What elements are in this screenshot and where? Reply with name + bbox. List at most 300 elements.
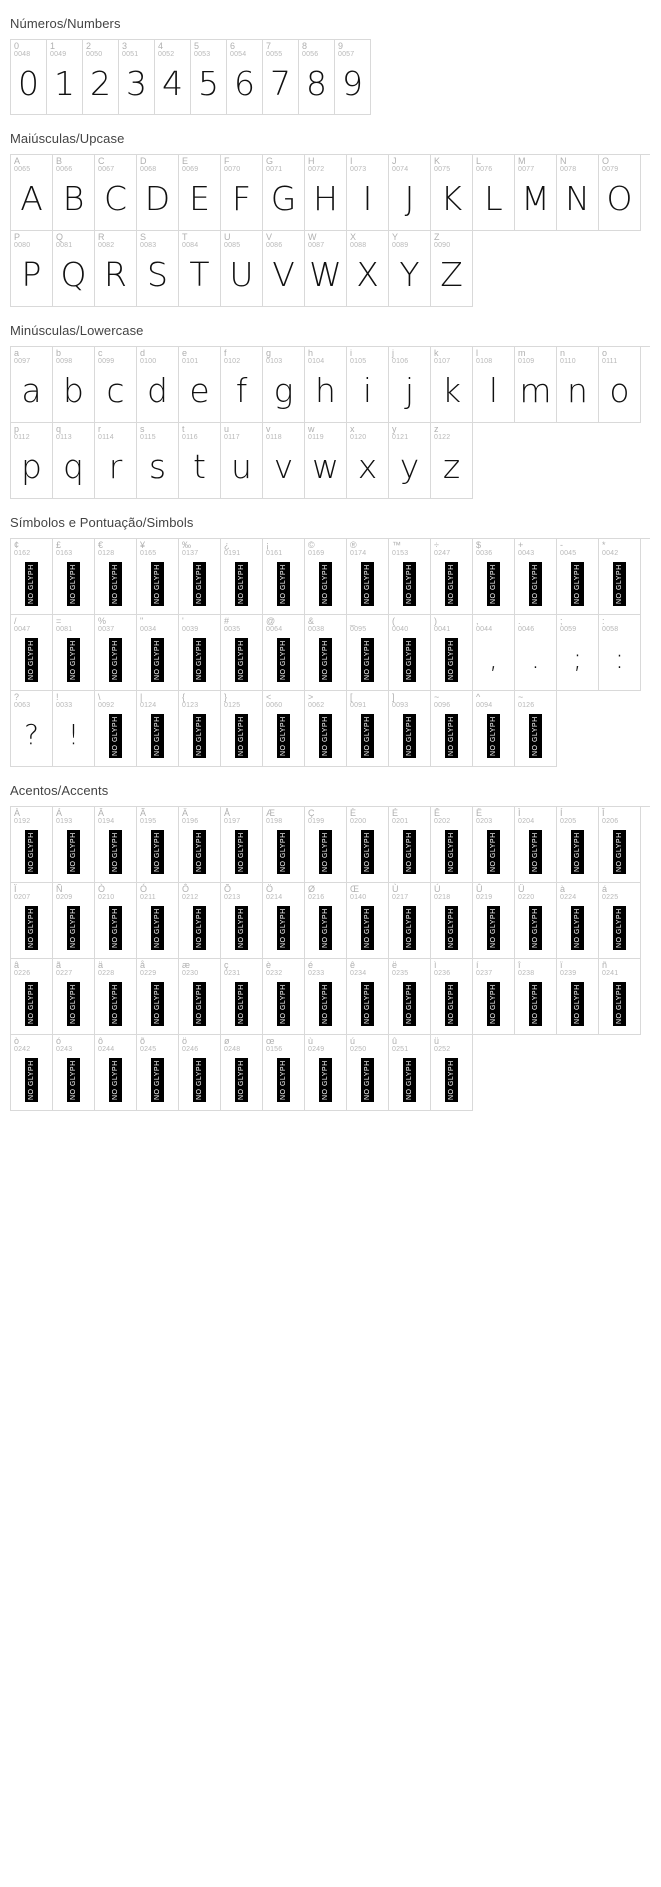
glyph-cell[interactable] — [95, 423, 137, 499]
glyph-cell[interactable] — [221, 1035, 263, 1111]
glyph-cell[interactable] — [11, 959, 53, 1035]
glyph-cell[interactable] — [95, 231, 137, 307]
glyph-cell[interactable] — [557, 539, 599, 615]
glyph-cell[interactable] — [431, 807, 473, 883]
glyph-meta — [515, 539, 556, 558]
glyph-cell[interactable] — [389, 807, 431, 883]
glyph-cell[interactable] — [53, 691, 95, 767]
glyph-char-label: å — [140, 960, 146, 970]
glyph-cell[interactable] — [515, 615, 557, 691]
glyph-cell[interactable] — [389, 883, 431, 959]
glyph-cell[interactable] — [305, 691, 347, 767]
glyph-cell[interactable] — [557, 959, 599, 1035]
glyph-code-label: 0053 — [194, 51, 211, 59]
glyph-char-label: ~ — [434, 692, 440, 702]
glyph-code-label: 0174 — [350, 550, 367, 558]
glyph-code-label: 0035 — [224, 626, 241, 634]
glyph-cell[interactable] — [389, 1035, 431, 1111]
no-glyph-badge — [95, 1054, 136, 1110]
glyph-preview: i — [362, 371, 373, 411]
glyph-cell[interactable] — [263, 155, 305, 231]
glyph-code-label: 0191 — [224, 550, 241, 558]
glyph-cell[interactable] — [347, 1035, 389, 1111]
glyph-cell[interactable] — [347, 691, 389, 767]
glyph-cell[interactable] — [179, 155, 221, 231]
glyph-cell[interactable] — [11, 1035, 53, 1111]
glyph-cell[interactable] — [53, 423, 95, 499]
glyph-cell[interactable] — [431, 539, 473, 615]
glyph-code-label: 0119 — [308, 434, 324, 442]
no-glyph-badge — [431, 634, 472, 690]
no-glyph-label: NO GLYPH — [277, 562, 290, 606]
glyph-cell[interactable] — [179, 539, 221, 615]
glyph-meta — [389, 959, 430, 978]
glyph-cell[interactable] — [389, 347, 431, 423]
glyph-char-label: ò — [14, 1036, 20, 1046]
glyph-char-label: : — [602, 616, 605, 626]
glyph-char-label: 0 — [14, 41, 20, 51]
glyph-cell[interactable] — [305, 1035, 347, 1111]
section-lowercase — [0, 307, 661, 499]
glyph-char-label: A — [14, 156, 21, 166]
no-glyph-badge — [305, 710, 346, 766]
glyph-code-label: 0165 — [140, 550, 157, 558]
glyph-cell[interactable] — [263, 423, 305, 499]
glyph-cell[interactable] — [221, 347, 263, 423]
glyph-cell[interactable] — [389, 539, 431, 615]
glyph-cell[interactable] — [431, 231, 473, 307]
no-glyph-badge — [389, 826, 430, 882]
glyph-cell[interactable] — [11, 231, 53, 307]
no-glyph-label: NO GLYPH — [445, 982, 458, 1026]
glyph-code-label: 0046 — [518, 626, 535, 634]
no-glyph-badge — [53, 978, 94, 1034]
glyph-cell[interactable] — [11, 691, 53, 767]
glyph-code-label: 0054 — [230, 51, 247, 59]
glyph-cell[interactable] — [53, 1035, 95, 1111]
glyph-meta — [53, 155, 94, 174]
glyph-code-label: 0125 — [224, 702, 241, 710]
glyph-code-label: 0201 — [392, 818, 409, 826]
glyph-cell[interactable] — [305, 807, 347, 883]
glyph-cell[interactable] — [599, 155, 641, 231]
glyph-cell[interactable] — [347, 347, 389, 423]
glyph-cell[interactable] — [83, 40, 119, 115]
no-glyph-label: NO GLYPH — [235, 830, 248, 874]
glyph-cell[interactable] — [431, 691, 473, 767]
glyph-code-label: 0103 — [266, 358, 283, 366]
glyph-cell[interactable] — [53, 347, 95, 423]
glyph-meta — [389, 155, 430, 174]
glyph-cell[interactable] — [473, 807, 515, 883]
glyph-cell[interactable] — [179, 959, 221, 1035]
glyph-char-label: Å — [224, 808, 231, 818]
glyph-char-label: ã — [56, 960, 62, 970]
glyph-cell[interactable] — [137, 423, 179, 499]
glyph-meta — [299, 40, 334, 59]
no-glyph-label: NO GLYPH — [487, 714, 500, 758]
glyph-char-label: l — [476, 348, 478, 358]
glyph-char-label: é — [308, 960, 314, 970]
glyph-char-label: @ — [266, 616, 276, 626]
glyph-cell[interactable] — [137, 539, 179, 615]
glyph-meta — [473, 155, 514, 174]
no-glyph-label: NO GLYPH — [193, 830, 206, 874]
glyph-cell[interactable] — [179, 883, 221, 959]
glyph-cell[interactable] — [557, 883, 599, 959]
glyph-char-label: , — [476, 616, 479, 626]
glyph-char-label: N — [560, 156, 567, 166]
glyph-cell[interactable] — [53, 883, 95, 959]
glyph-code-label: 0118 — [266, 434, 282, 442]
glyph-cell[interactable] — [137, 615, 179, 691]
glyph-preview: G — [270, 179, 297, 219]
glyph-cell[interactable] — [305, 539, 347, 615]
glyph-meta — [137, 959, 178, 978]
glyph-char-label: Æ — [266, 808, 275, 818]
glyph-code-label: 0116 — [182, 434, 198, 442]
glyph-cell[interactable] — [221, 539, 263, 615]
glyph-cell[interactable] — [557, 347, 599, 423]
glyph-char-label: t — [182, 424, 185, 434]
glyph-cell[interactable] — [53, 231, 95, 307]
glyph-cell[interactable] — [515, 347, 557, 423]
glyph-cell[interactable] — [599, 883, 641, 959]
no-glyph-label: NO GLYPH — [151, 830, 164, 874]
glyph-cell[interactable] — [389, 615, 431, 691]
glyph-cell[interactable] — [473, 347, 515, 423]
glyph-cell[interactable] — [431, 423, 473, 499]
glyph-cell[interactable] — [179, 807, 221, 883]
glyph-cell[interactable] — [179, 691, 221, 767]
glyph-cell[interactable] — [263, 691, 305, 767]
no-glyph-label: NO GLYPH — [235, 562, 248, 606]
glyph-meta — [599, 959, 640, 978]
glyph-cell[interactable] — [431, 347, 473, 423]
glyph-cell[interactable] — [179, 347, 221, 423]
glyph-char-label: { — [182, 692, 186, 702]
glyph-cell[interactable] — [389, 231, 431, 307]
glyph-cell[interactable] — [473, 155, 515, 231]
glyph-cell[interactable] — [347, 155, 389, 231]
no-glyph-badge — [431, 710, 472, 766]
glyph-cell[interactable] — [263, 347, 305, 423]
glyph-char-label: E — [182, 156, 189, 166]
glyph-cell[interactable] — [11, 539, 53, 615]
glyph-cell[interactable] — [515, 539, 557, 615]
glyph-meta — [389, 615, 430, 634]
glyph-cell[interactable] — [347, 807, 389, 883]
glyph-cell[interactable] — [305, 615, 347, 691]
glyph-cell[interactable] — [347, 883, 389, 959]
glyph-preview: ? — [24, 718, 39, 752]
glyph-cell[interactable] — [263, 615, 305, 691]
glyph-cell[interactable] — [305, 959, 347, 1035]
glyph-cell[interactable] — [305, 155, 347, 231]
glyph-cell[interactable] — [221, 423, 263, 499]
glyph-char-label: o — [602, 348, 608, 358]
glyph-cell[interactable] — [95, 807, 137, 883]
section-upcase — [0, 115, 661, 307]
glyph-preview: o — [609, 371, 630, 411]
glyph-cell[interactable] — [263, 539, 305, 615]
glyph-code-label: 0040 — [392, 626, 409, 634]
glyph-char-label: ' — [182, 616, 184, 626]
glyph-cell[interactable] — [305, 423, 347, 499]
glyph-code-label: 0086 — [266, 242, 283, 250]
glyph-meta — [305, 691, 346, 710]
glyph-cell[interactable] — [179, 1035, 221, 1111]
glyph-char-label: ó — [56, 1036, 62, 1046]
glyph-cell[interactable] — [347, 423, 389, 499]
glyph-cell[interactable] — [515, 691, 557, 767]
glyph-cell[interactable] — [347, 615, 389, 691]
glyph-code-label: 0137 — [182, 550, 199, 558]
no-glyph-badge — [347, 1054, 388, 1110]
glyph-cell[interactable] — [95, 155, 137, 231]
glyph-cell[interactable] — [557, 155, 599, 231]
glyph-char-label: _ — [350, 616, 356, 626]
glyph-cell[interactable] — [53, 959, 95, 1035]
glyph-cell[interactable] — [389, 959, 431, 1035]
glyph-cell[interactable] — [227, 40, 263, 115]
glyph-code-label: 0107 — [434, 358, 451, 366]
glyph-cell[interactable] — [137, 691, 179, 767]
glyph-meta — [515, 807, 556, 826]
glyph-code-label: 0120 — [350, 434, 367, 442]
glyph-cell[interactable] — [53, 155, 95, 231]
no-glyph-label: NO GLYPH — [529, 562, 542, 606]
no-glyph-label: NO GLYPH — [571, 830, 584, 874]
glyph-cell[interactable] — [11, 615, 53, 691]
glyph-meta — [221, 539, 262, 558]
glyph-cell[interactable] — [599, 347, 641, 423]
glyph-char-label: e — [182, 348, 188, 358]
glyph-code-label: 0034 — [140, 626, 157, 634]
no-glyph-label: NO GLYPH — [487, 830, 500, 874]
glyph-cell[interactable] — [263, 807, 305, 883]
glyph-cell[interactable] — [515, 155, 557, 231]
glyph-cell[interactable] — [515, 959, 557, 1035]
glyph-preview: S — [147, 255, 168, 295]
glyph-code-label: 0124 — [140, 702, 157, 710]
no-glyph-badge — [11, 902, 52, 958]
glyph-code-label: 0196 — [182, 818, 199, 826]
glyph-cell[interactable] — [431, 959, 473, 1035]
glyph-code-label: 0126 — [518, 702, 535, 710]
glyph-char-label: # — [224, 616, 230, 626]
glyph-code-label: 0096 — [434, 702, 451, 710]
glyph-cell[interactable] — [137, 1035, 179, 1111]
glyph-cell[interactable] — [305, 231, 347, 307]
glyph-char-label: É — [392, 808, 399, 818]
glyph-preview: u — [231, 447, 252, 487]
glyph-cell[interactable] — [179, 423, 221, 499]
glyph-cell[interactable] — [557, 807, 599, 883]
glyph-char-label: ; — [560, 616, 563, 626]
no-glyph-badge — [11, 1054, 52, 1110]
glyph-cell[interactable] — [263, 883, 305, 959]
glyph-cell[interactable] — [221, 155, 263, 231]
glyph-cell[interactable] — [305, 883, 347, 959]
glyph-meta — [179, 959, 220, 978]
no-glyph-label: NO GLYPH — [361, 638, 374, 682]
glyph-cell[interactable] — [53, 539, 95, 615]
glyph-char-label: . — [518, 616, 521, 626]
glyph-cell[interactable] — [299, 40, 335, 115]
glyph-code-label: 0239 — [560, 970, 577, 978]
glyph-cell[interactable] — [347, 539, 389, 615]
glyph-char-label: B — [56, 156, 63, 166]
glyph-cell[interactable] — [473, 539, 515, 615]
glyph-cell[interactable] — [221, 883, 263, 959]
glyph-cell[interactable] — [179, 231, 221, 307]
glyph-cell[interactable] — [137, 155, 179, 231]
glyph-char-label: Ñ — [56, 884, 63, 894]
glyph-char-label: À — [14, 808, 21, 818]
glyph-cell[interactable] — [221, 807, 263, 883]
glyph-char-label: ¢ — [14, 540, 20, 550]
glyph-grid — [10, 154, 650, 307]
glyph-cell[interactable] — [221, 691, 263, 767]
glyph-cell[interactable] — [137, 959, 179, 1035]
glyph-char-label: ì — [434, 960, 437, 970]
glyph-meta — [263, 231, 304, 250]
glyph-cell[interactable] — [335, 40, 371, 115]
glyph-cell[interactable] — [95, 883, 137, 959]
glyph-cell[interactable] — [11, 155, 53, 231]
glyph-cell[interactable] — [11, 883, 53, 959]
glyph-cell[interactable] — [599, 539, 641, 615]
glyph-cell[interactable] — [599, 959, 641, 1035]
glyph-code-label: 0064 — [266, 626, 283, 634]
glyph-cell[interactable] — [389, 155, 431, 231]
glyph-cell[interactable] — [155, 40, 191, 115]
glyph-cell[interactable] — [11, 807, 53, 883]
glyph-code-label: 0112 — [14, 434, 30, 442]
glyph-code-label: 0058 — [602, 626, 619, 634]
glyph-code-label: 0088 — [350, 242, 367, 250]
glyph-cell[interactable] — [11, 423, 53, 499]
no-glyph-label: NO GLYPH — [445, 1058, 458, 1102]
glyph-meta — [347, 1035, 388, 1054]
glyph-cell[interactable] — [95, 691, 137, 767]
glyph-cell[interactable] — [47, 40, 83, 115]
glyph-cell[interactable] — [53, 615, 95, 691]
glyph-meta — [515, 347, 556, 366]
glyph-cell[interactable] — [431, 883, 473, 959]
glyph-cell[interactable] — [263, 959, 305, 1035]
no-glyph-label: NO GLYPH — [67, 638, 80, 682]
glyph-cell[interactable] — [119, 40, 155, 115]
glyph-meta — [473, 539, 514, 558]
glyph-cell[interactable] — [221, 231, 263, 307]
glyph-cell[interactable] — [95, 347, 137, 423]
no-glyph-badge — [221, 902, 262, 958]
glyph-char-label: æ — [182, 960, 191, 970]
glyph-cell[interactable] — [11, 347, 53, 423]
glyph-cell[interactable] — [137, 883, 179, 959]
glyph-cell[interactable] — [389, 691, 431, 767]
glyph-code-label: 0115 — [140, 434, 156, 442]
glyph-cell[interactable] — [263, 231, 305, 307]
glyph-code-label: 0049 — [50, 51, 67, 59]
glyph-code-label: 0077 — [518, 166, 535, 174]
glyph-cell[interactable] — [137, 231, 179, 307]
glyph-cell[interactable] — [599, 807, 641, 883]
glyph-cell[interactable] — [95, 615, 137, 691]
no-glyph-label: NO GLYPH — [613, 562, 626, 606]
glyph-preview: b — [63, 371, 84, 411]
no-glyph-label: NO GLYPH — [361, 562, 374, 606]
glyph-cell[interactable] — [11, 40, 47, 115]
glyph-preview: a — [21, 371, 42, 411]
no-glyph-badge — [557, 826, 598, 882]
glyph-code-label: 0113 — [56, 434, 72, 442]
glyph-char-label: & — [308, 616, 315, 626]
glyph-char-label: ® — [350, 540, 357, 550]
no-glyph-badge — [179, 710, 220, 766]
glyph-cell[interactable] — [347, 231, 389, 307]
glyph-cell[interactable] — [53, 807, 95, 883]
glyph-cell[interactable] — [599, 615, 641, 691]
glyph-code-label: 0225 — [602, 894, 619, 902]
glyph-cell[interactable] — [389, 423, 431, 499]
glyph-cell[interactable] — [95, 959, 137, 1035]
glyph-code-label: 0060 — [266, 702, 283, 710]
glyph-cell[interactable] — [473, 959, 515, 1035]
glyph-code-label: 0122 — [434, 434, 451, 442]
glyph-cell[interactable] — [95, 539, 137, 615]
glyph-cell[interactable] — [95, 1035, 137, 1111]
glyph-cell[interactable] — [263, 40, 299, 115]
glyph-cell[interactable] — [221, 959, 263, 1035]
glyph-code-label: 0206 — [602, 818, 619, 826]
glyph-code-label: 0033 — [56, 702, 73, 710]
glyph-cell[interactable] — [263, 1035, 305, 1111]
glyph-cell[interactable] — [191, 40, 227, 115]
glyph-cell[interactable] — [473, 691, 515, 767]
no-glyph-label: NO GLYPH — [151, 562, 164, 606]
glyph-char-label: f — [224, 348, 227, 358]
glyph-preview: h — [315, 371, 336, 411]
glyph-cell[interactable] — [305, 347, 347, 423]
glyph-cell[interactable] — [431, 155, 473, 231]
no-glyph-label: NO GLYPH — [487, 982, 500, 1026]
glyph-code-label: 0243 — [56, 1046, 73, 1054]
glyph-code-label: 0057 — [338, 51, 355, 59]
glyph-code-label: 0241 — [602, 970, 619, 978]
glyph-cell[interactable] — [179, 615, 221, 691]
glyph-cell[interactable] — [515, 883, 557, 959]
glyph-cell[interactable] — [515, 807, 557, 883]
glyph-cell[interactable] — [473, 615, 515, 691]
glyph-cell[interactable] — [137, 347, 179, 423]
glyph-cell[interactable] — [221, 615, 263, 691]
no-glyph-label: NO GLYPH — [613, 830, 626, 874]
glyph-code-label: 0041 — [434, 626, 451, 634]
glyph-cell[interactable] — [431, 1035, 473, 1111]
glyph-cell[interactable] — [473, 883, 515, 959]
no-glyph-badge — [599, 978, 640, 1034]
glyph-cell[interactable] — [557, 615, 599, 691]
no-glyph-label: NO GLYPH — [67, 1058, 80, 1102]
glyph-char-label: % — [98, 616, 107, 626]
glyph-cell[interactable] — [347, 959, 389, 1035]
glyph-meta — [137, 691, 178, 710]
glyph-cell[interactable] — [431, 615, 473, 691]
glyph-cell[interactable] — [137, 807, 179, 883]
